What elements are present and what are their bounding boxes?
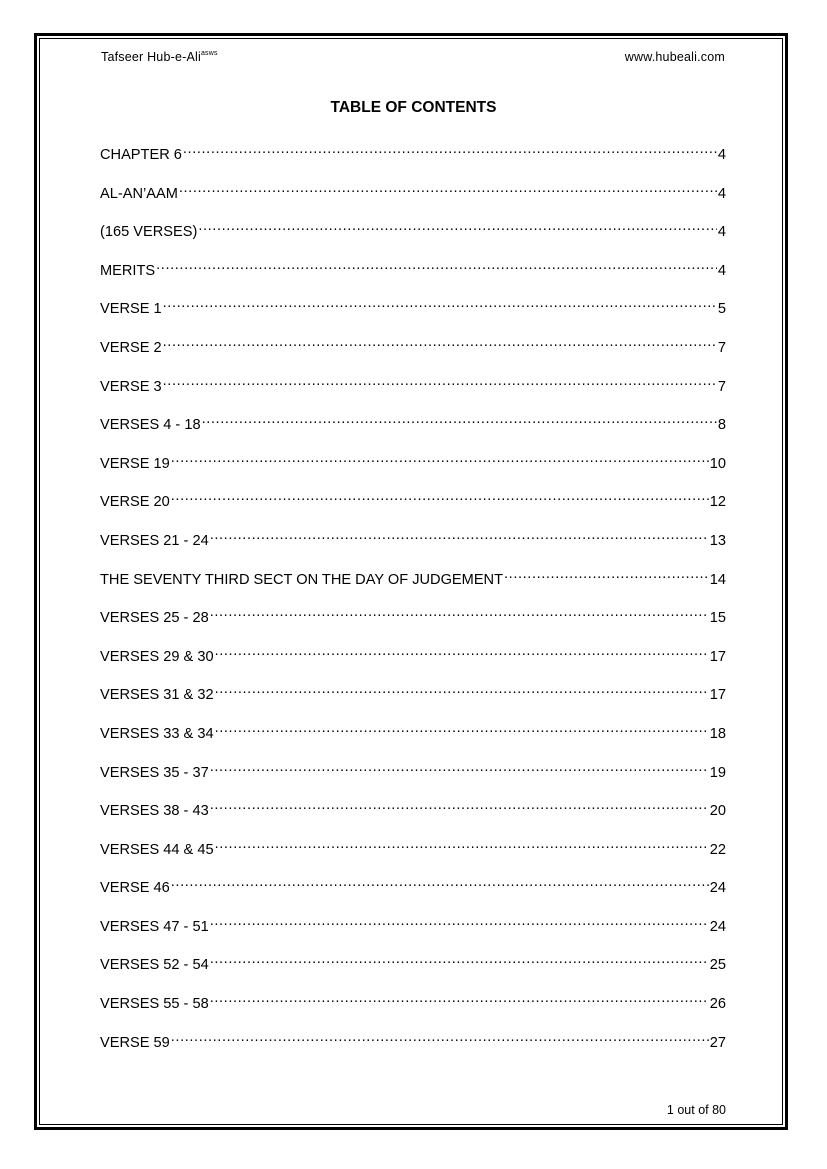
toc-dot-leader bbox=[504, 564, 709, 584]
toc-entry-page-number: 12 bbox=[709, 494, 726, 511]
toc-entry[interactable] bbox=[100, 757, 726, 796]
toc-entry[interactable] bbox=[100, 872, 726, 911]
toc-entry[interactable] bbox=[100, 988, 726, 1027]
toc-entry-label: VERSE 46 bbox=[100, 880, 170, 897]
toc-dot-leader bbox=[210, 988, 709, 1008]
toc-entry[interactable] bbox=[100, 255, 726, 294]
toc-entry-label: VERSES 52 - 54 bbox=[100, 957, 209, 974]
toc-title: TABLE OF CONTENTS bbox=[330, 99, 497, 116]
toc-entry[interactable] bbox=[100, 911, 726, 950]
toc-entry[interactable] bbox=[100, 332, 726, 371]
toc-entry[interactable] bbox=[100, 371, 726, 410]
toc-dot-leader bbox=[210, 757, 709, 777]
toc-entry-page-number: 4 bbox=[717, 224, 726, 241]
toc-entry-page-number: 22 bbox=[709, 841, 726, 858]
toc-entry-page-number: 24 bbox=[709, 880, 726, 897]
toc-entry[interactable] bbox=[100, 139, 726, 178]
toc-entry-label: VERSES 4 - 18 bbox=[100, 417, 201, 434]
toc-entry[interactable] bbox=[100, 486, 726, 525]
toc-entry-page-number: 13 bbox=[709, 532, 726, 549]
toc-dot-leader bbox=[215, 718, 709, 738]
toc-entry-label: VERSES 29 & 30 bbox=[100, 648, 214, 665]
toc-entry[interactable] bbox=[100, 949, 726, 988]
toc-entry[interactable] bbox=[100, 641, 726, 680]
toc-dot-leader bbox=[171, 448, 709, 468]
toc-dot-leader bbox=[171, 872, 709, 892]
toc-dot-leader bbox=[210, 795, 709, 815]
toc-list bbox=[100, 139, 726, 1065]
header-title-text: Tafseer Hub-e-Ali bbox=[101, 50, 201, 64]
toc-entry[interactable] bbox=[100, 564, 726, 603]
toc-entry-label: VERSE 3 bbox=[100, 378, 162, 395]
toc-entry-label: VERSES 35 - 37 bbox=[100, 764, 209, 781]
toc-entry-page-number: 17 bbox=[709, 648, 726, 665]
toc-dot-leader bbox=[163, 371, 717, 391]
toc-entry-page-number: 4 bbox=[717, 185, 726, 202]
toc-dot-leader bbox=[210, 602, 709, 622]
toc-dot-leader bbox=[171, 1027, 709, 1047]
toc-entry-label: VERSE 19 bbox=[100, 455, 170, 472]
toc-entry-label: MERITS bbox=[100, 262, 156, 279]
page-number-footer: 1 out of 80 bbox=[666, 1103, 726, 1117]
header-book-title bbox=[101, 50, 218, 64]
toc-entry-label: VERSES 44 & 45 bbox=[100, 841, 214, 858]
toc-entry[interactable] bbox=[100, 834, 726, 873]
toc-dot-leader bbox=[179, 178, 717, 198]
toc-entry-label: AL-AN’AAM bbox=[100, 185, 178, 202]
toc-entry[interactable] bbox=[100, 602, 726, 641]
toc-entry-label: (165 VERSES) bbox=[100, 224, 198, 241]
toc-entry-label: VERSES 31 & 32 bbox=[100, 687, 214, 704]
toc-entry[interactable] bbox=[100, 718, 726, 757]
toc-dot-leader bbox=[210, 949, 709, 969]
toc-entry-label: VERSES 38 - 43 bbox=[100, 803, 209, 820]
toc-dot-leader bbox=[215, 834, 709, 854]
toc-entry-page-number: 7 bbox=[717, 339, 726, 356]
toc-entry-page-number: 25 bbox=[709, 957, 726, 974]
toc-dot-leader bbox=[171, 486, 709, 506]
toc-dot-leader bbox=[156, 255, 717, 275]
toc-dot-leader bbox=[215, 641, 709, 661]
toc-dot-leader bbox=[210, 911, 709, 931]
toc-entry-page-number: 10 bbox=[709, 455, 726, 472]
toc-entry[interactable] bbox=[100, 525, 726, 564]
toc-dot-leader bbox=[202, 409, 717, 429]
toc-entry-page-number: 4 bbox=[717, 262, 726, 279]
toc-entry[interactable] bbox=[100, 409, 726, 448]
toc-entry[interactable] bbox=[100, 1027, 726, 1066]
toc-entry-page-number: 26 bbox=[709, 996, 726, 1013]
toc-entry[interactable] bbox=[100, 216, 726, 255]
header-website-link[interactable]: www.hubeali.com bbox=[624, 50, 725, 64]
toc-entry[interactable] bbox=[100, 448, 726, 487]
toc-dot-leader bbox=[215, 679, 709, 699]
toc-entry-page-number: 18 bbox=[709, 725, 726, 742]
toc-dot-leader bbox=[210, 525, 709, 545]
toc-entry[interactable] bbox=[100, 178, 726, 217]
toc-entry-label: VERSES 25 - 28 bbox=[100, 610, 209, 627]
toc-entry-label: VERSE 20 bbox=[100, 494, 170, 511]
toc-dot-leader bbox=[163, 293, 717, 313]
toc-entry-label: VERSES 55 - 58 bbox=[100, 996, 209, 1013]
toc-dot-leader bbox=[163, 332, 717, 352]
toc-entry-page-number: 20 bbox=[709, 803, 726, 820]
toc-entry[interactable] bbox=[100, 293, 726, 332]
toc-entry[interactable] bbox=[100, 679, 726, 718]
toc-entry-page-number: 19 bbox=[709, 764, 726, 781]
toc-entry-page-number: 4 bbox=[717, 147, 726, 163]
toc-entry-page-number: 5 bbox=[717, 301, 726, 318]
toc-entry-page-number: 27 bbox=[709, 1034, 726, 1051]
toc-entry-page-number: 8 bbox=[717, 417, 726, 434]
toc-entry-label: VERSE 2 bbox=[100, 339, 162, 356]
toc-entry-page-number: 24 bbox=[709, 918, 726, 935]
toc-entry-page-number: 14 bbox=[709, 571, 726, 588]
toc-entry-label: VERSE 1 bbox=[100, 301, 162, 318]
toc-entry-label: VERSE 59 bbox=[100, 1034, 170, 1051]
toc-dot-leader bbox=[198, 216, 717, 236]
toc-entry-label: VERSES 33 & 34 bbox=[100, 725, 214, 742]
toc-entry-page-number: 7 bbox=[717, 378, 726, 395]
toc-entry-label: THE SEVENTY THIRD SECT ON THE DAY OF JUDGEMENT bbox=[100, 571, 504, 588]
toc-entry-label: VERSES 47 - 51 bbox=[100, 918, 209, 935]
toc-entry-label: VERSES 21 - 24 bbox=[100, 532, 209, 549]
toc-entry-page-number: 15 bbox=[709, 610, 726, 627]
toc-entry-label: CHAPTER 6 bbox=[100, 147, 182, 163]
toc-dot-leader bbox=[183, 139, 717, 159]
toc-entry[interactable] bbox=[100, 795, 726, 834]
header-title-superscript: asws bbox=[200, 50, 218, 57]
toc-entry-page-number: 17 bbox=[709, 687, 726, 704]
